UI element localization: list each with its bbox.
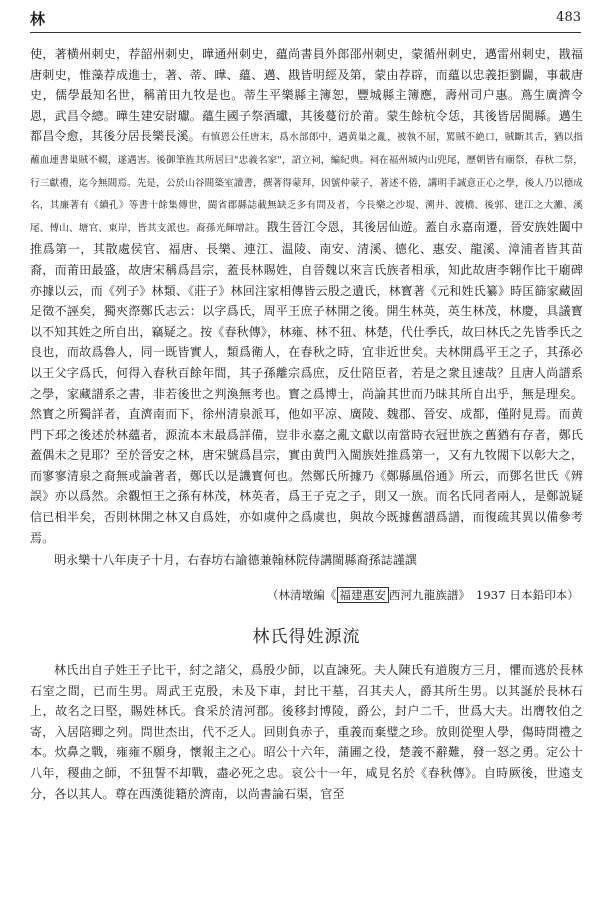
header-title: 林 — [30, 10, 46, 28]
page-content — [30, 44, 583, 804]
text-line: 生廣濟令恩，武昌令總。曄生建安尉瓛。蘊生國子祭酒瓛，其後蔓衍於莆。蒙生餘杭令恁，其 — [30, 88, 583, 123]
paragraph-origin: 林氏出自子姓王子比干，紂之諸父，爲殷少師，以直諫死。夫人陳氏有道腹方三月，懼而逃於長林石室之間，已而生男。周武王克殷，未及下車，封比干墓，召其夫人，爵其所生男。以其誕於長林石上，故名之曰堅，賜姓林氏。食采於清河郡。後移封博陵，爵公，封户二千，世爲大夫。出膺牧伯之寄，入居陪卿之列。問世杰出，代不乏人。回則負赤子，重義而棄璧之珍。放則從聖人學，傷時問禮之本。炊鼻之戰，雍雍不願身，懷報主之心。昭公十六年，蒲圃之役，楚義不辭難，發一怒之勇。定公十八年，稷曲之師，不狃誓不却戰，盡必死之忠。哀公十一年，咸見名於《春秋傳》。自時厥後，世遠支分，各以其人。尊在西漢徙籍於濟南，以尚書論石渠，官至 — [30, 663, 583, 801]
text-line: 載唐史，儒學最知名世，稱莆田九牧是也。蒂生平樂縣主簿恕，豐城縣主簿應，壽州司户惠。蔦 — [30, 67, 584, 103]
text-line: 使，著横州刺史，荐韶州刺史，曄通州刺史，蘊尚書員外郎邵州刺史，蒙循州刺史，邁雷州刺史， — [30, 47, 559, 61]
source-suffix: 西河九龍族譜》 1937 日本鉛印本） — [388, 587, 579, 602]
source-boxed-place: 福建惠安 — [337, 587, 389, 603]
source-prefix: （林清墩編《 — [266, 587, 337, 602]
text-line: 後皆居閩縣。邁生都昌令愈，其後分居長樂長溪。 — [30, 108, 583, 144]
paragraph-nine-pastors — [30, 44, 583, 548]
page-header — [30, 6, 581, 33]
author-date-line: 明永樂十八年庚子十月，右春坊右諭德兼翰林院侍講閩縣裔孫誌謹譔 — [54, 553, 418, 568]
annotation-note: 有慎恩公任唐末，爲水部郎中，遇黄巢之亂，被執不屈，罵賊不絶口，賊斷其舌，猶以指蘸血連書巢賊不輟，遂遇害。後御筆旌其所居曰"忠義名家"，詔立祠，編紀典。祠在福州城内山兜尾，歷朝皆有廟祭，春秋二祭，行三獻禮，迄今無間焉。先是，公於山谷間築室讀書，撰著得蒙拜，因號仲蒙子，著述不倦，講明 — [30, 132, 583, 189]
paragraph-body: 永嘉南遷，晉安族姓闔中推爲第一，其散處侯官、福唐、長樂、連江、温陵、南安、清溪、德化、惠安、龍溪、漳浦者皆其苗裔，而莆田最盛，故唐宋稱爲昌宗，蓋長林賜姓，自晉魏以來言氏族者相承，知此故唐李翱作比干廟碑亦據以云，而《列子》林類、《莊子》林回注家相傳皆云殷之遺氏，林寳著《元和姓氏纂》時匡篩家藏固足徵不誣矣，獨夾漈鄭氏志云：以字爲氏，周平王庶子林開之後。開生林英，英生林茂，林慶，具議寳以不知其姓之所自出，竊疑之。按《春秋傳》，林雍、林不狃、林楚，代仕季氏，故曰林氏之先皆季氏之良也，而故爲魯人，同一既皆實人，類爲衛人，在春秋之時，宜非近世矣。夫林開爲平王之子，其孫必以王父字爲氏，何得入春秋百餘年間，其子孫離宗爲庶，反仕陪臣者，若是之衆且速哉？且唐人尚譜系之學，家藏譜系之書，非若後世之判渙無考也。寳之爲博士，尚論其世而乃昧其所自出乎，無是理矣。然寳之所獨詳者，直濟南而下，徐州清泉派耳，他如平凉、廣陵、魏郡、晉安、成都，僅附見焉。而黄門下邳之後述於林蘊者，源流本末最爲詳備，豈非永嘉之亂文獻以南當時衣冠世族之舊猶有存者，鄭氏蓋偶未之見耶？至於晉安之林，唐宋號爲昌宗，實由黄門入閩族姓推爲第一，又有九牧閥下以彰大之，而寥寥清泉之裔無或論著者，鄭氏以是譏寳何也。然鄭氏所據乃《鄭縣風俗通》所云，而鄧名世氏《辨誤》亦以爲然。余觀恒王之孫有林茂，林英者，爲王子克之子，則又一族。而名氏同者兩人，是鄭説疑信已相半矣，否則林開之林又自爲姓，亦如虞仲之爲虞也，與故今既據舊譜爲譜，而復疏其異以備參考焉。 — [30, 219, 583, 545]
source-citation — [30, 585, 579, 606]
text-line: 戡福唐刺史，惟藻荐成進士，著、蒂、曄、蘊、邁、戡皆明經及第，蒙由荐辟，而蘊以忠義拒劉闢，事 — [30, 47, 584, 82]
annotation-note: 手誠意正心之學，後人乃以德成名，其廉著有《續孔》等書十餘集傳世，閩省郡縣誌載無缺乏多有問及者，今長樂之沙堤、溯井、渡橋、後郭、建江之大灘、溪尾、傅山、塘官、東岸，皆其支派也。裔孫光輝增註 — [30, 177, 583, 234]
page-number: 483 — [556, 10, 581, 25]
text-line: 。戡生晉江令恩，其後居仙遊。蓋自 — [254, 219, 450, 234]
section-heading: 林氏得姓源流 — [252, 627, 361, 648]
